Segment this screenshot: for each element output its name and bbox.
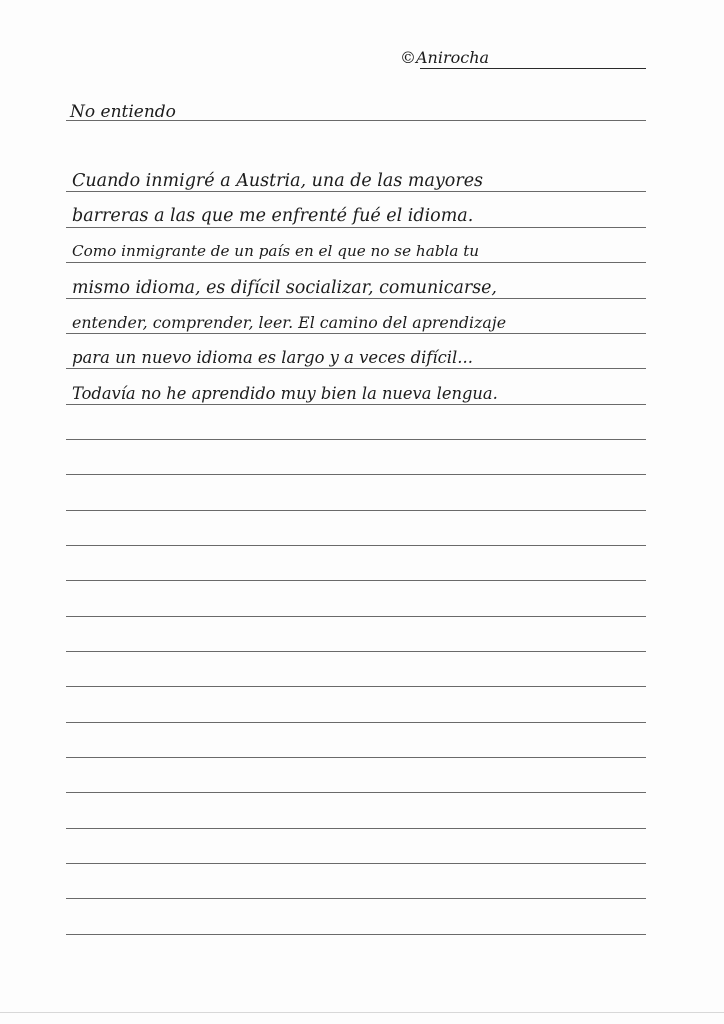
ruled-line	[66, 898, 646, 899]
ruled-line	[66, 651, 646, 652]
page-title: No entiendo	[70, 102, 176, 122]
ruled-line	[66, 474, 646, 475]
page-bottom-edge	[0, 1012, 724, 1013]
ruled-line	[66, 580, 646, 581]
ruled-line	[66, 545, 646, 546]
text-line: mismo idioma, es difícil socializar, comunicarse,	[72, 278, 497, 298]
ruled-line	[66, 227, 646, 228]
text-line: barreras a las que me enfrenté fué el idioma.	[72, 206, 474, 226]
ruled-line	[66, 934, 646, 935]
text-line: entender, comprender, leer. El camino del aprendizaje	[72, 313, 507, 332]
ruled-line	[66, 404, 646, 405]
ruled-line	[66, 298, 646, 299]
ruled-line	[66, 686, 646, 687]
ruled-line	[66, 191, 646, 192]
ruled-line	[66, 262, 646, 263]
ruled-line	[66, 510, 646, 511]
ruled-line	[66, 757, 646, 758]
ruled-line	[66, 368, 646, 369]
ruled-line	[66, 863, 646, 864]
text-line: Todavía no he aprendido muy bien la nueva lengua.	[72, 384, 498, 403]
ruled-line	[66, 828, 646, 829]
ruled-line	[66, 333, 646, 334]
text-line: para un nuevo idioma es largo y a veces difícil...	[72, 348, 473, 367]
ruled-line	[66, 616, 646, 617]
ruled-line	[66, 439, 646, 440]
title-rule	[66, 120, 646, 121]
ruled-line	[66, 792, 646, 793]
copyright-signature: ©Anirocha	[400, 48, 490, 67]
text-line: Cuando inmigré a Austria, una de las mayores	[72, 171, 484, 191]
ruled-line	[66, 722, 646, 723]
signature-line	[420, 68, 646, 69]
text-line: Como inmigrante de un país en el que no se habla tu	[72, 242, 480, 260]
